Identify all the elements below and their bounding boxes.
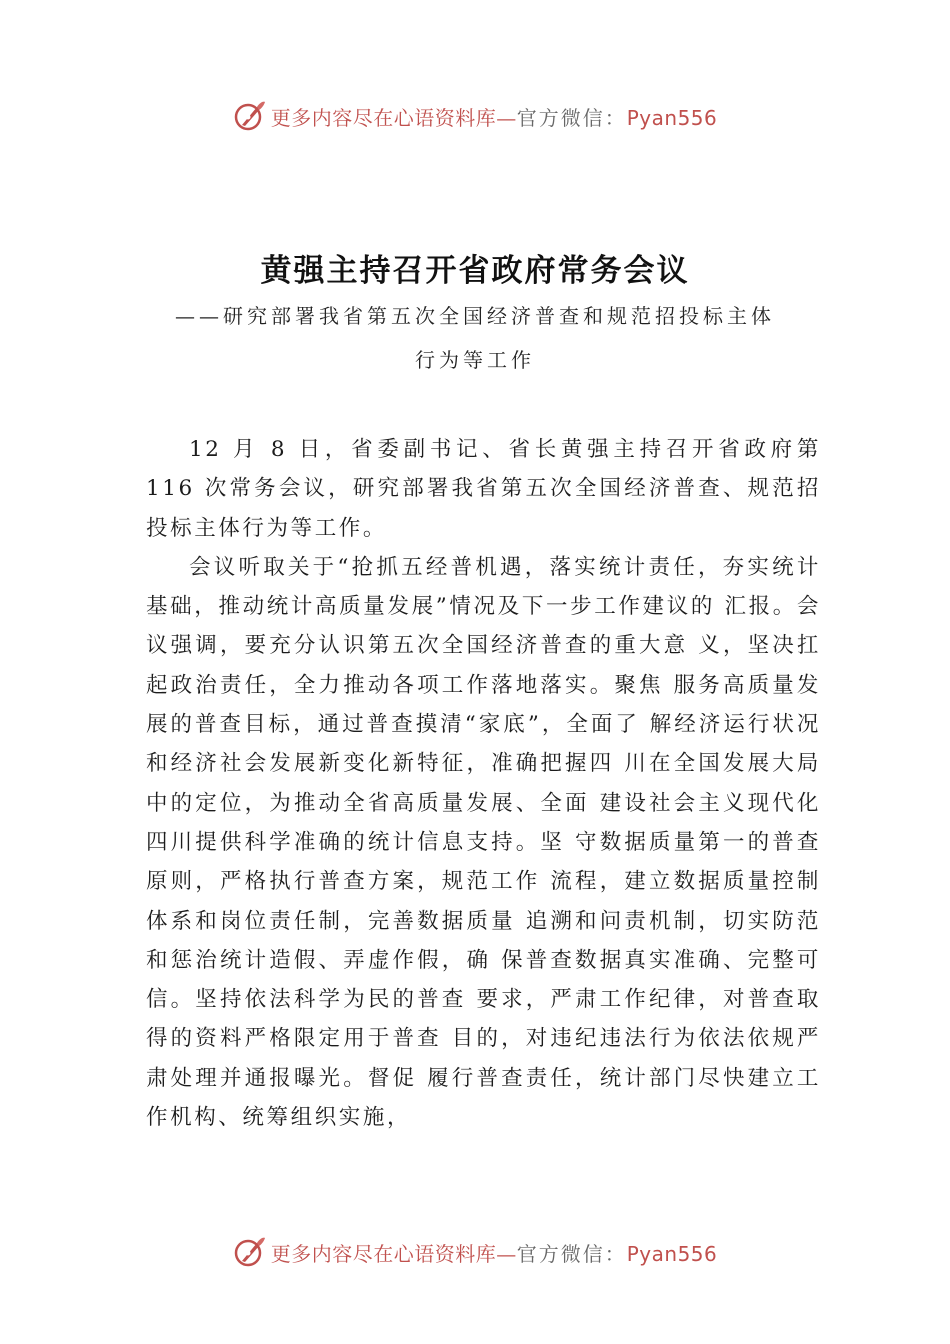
document-subtitle-line2: 行为等工作 [415,348,535,372]
header-banner [0,96,950,136]
paragraph-1: 12 月 8 日，省委副书记、省长黄强主持召开省政府第 116 次常务会议，研究部署我省第五次全国经济普查、规范招投标主体行为等工作。 [146,437,821,541]
banner-text: 更多内容尽在心语资料库—官方微信：Pyan556 [270,1241,718,1266]
footer-banner [0,1232,950,1272]
wechat-id: Pyan556 [626,1241,718,1266]
document-body [146,430,821,1137]
banner-text: 更多内容尽在心语资料库—官方微信：Pyan556 [270,105,718,130]
wechat-id: Pyan556 [626,105,718,130]
quill-pen-logo-icon [233,99,267,133]
document-subtitle-line1: ——研究部署我省第五次全国经济普查和规范招投标主体 [175,304,775,328]
paragraph-2: 会议听取关于“抢抓五经普机遇，落实统计责任，夯实统计基础，推动统计高质量发展”情况及下一步工作建议的 汇报。会议强调，要充分认识第五次全国经济普查的重大意 义，坚决扛起政治责任，全力推动各项工作落地落实。聚焦 服务高质量发展的普查目标，通过普查摸清“家底”，全面了 解经济运行状况和经济社会发展新变化新特征，准确把握四 川在全国发展大局中的定位，为推动全省高质量发展、全面 建设社会主义现代化四川提供科学准确的统计信息支持。坚 守数据质量第一的普查原则，严格执行普查方案，规范工作 流程，建立数据质量控制体系和岗位责任制，完善数据质量 追溯和问责机制，切实防范和惩治统计造假、弄虚作假，确 保普查数据真实准确、完整可信。坚持依法科学为民的普查 要求，严肃工作纪律，对普查取得的资料严格限定用于普查 目的，对违纪违法行为依法依规严肃处理并通报曝光。督促 履行普查责任，统计部门尽快建立工作机构、统筹组织实施， [146,554,821,1131]
quill-pen-logo-icon [233,1235,267,1269]
document-title: 黄强主持召开省政府常务会议 [260,253,690,289]
